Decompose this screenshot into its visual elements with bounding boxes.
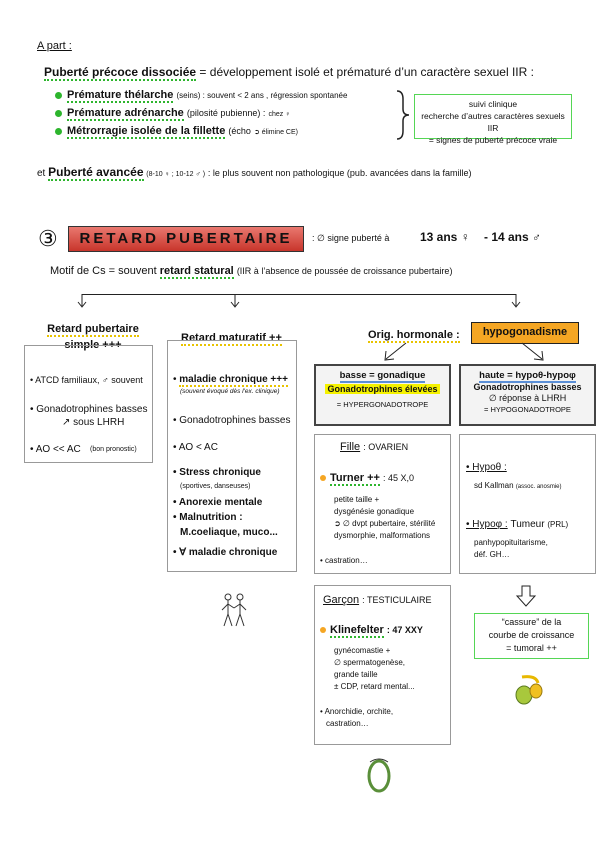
col1-item-3: ↗ sous LHRH: [62, 417, 125, 428]
hypogonadisme-badge: hypogonadisme: [471, 322, 579, 344]
ppd-item-2: [55, 107, 290, 119]
dancers-figure-icon: [218, 592, 250, 630]
pa-title: Puberté avancée: [48, 165, 144, 179]
col1-title-1: Retard pubertaire: [47, 323, 139, 335]
ppd-item-2-rest: (pilosité pubienne) :: [186, 108, 266, 118]
fille-castration: • castration…: [320, 556, 368, 565]
orange-bullet-icon: [320, 475, 326, 481]
basse-gonado: Gonadotrophines élevées: [327, 384, 438, 394]
arrow-down-left-icon: [382, 341, 408, 363]
basse-title: basse = gonadique: [339, 370, 426, 381]
pa-prefix: et: [37, 168, 46, 179]
motif-rest: (IIR à l’absence de poussée de croissance pubertaire): [236, 266, 453, 276]
cassure-box: “cassure” de la courbe de croissance = tumoral ++: [474, 613, 589, 659]
section-desc: : ∅ signe puberté à: [312, 233, 390, 243]
col1-title-2: simple +++: [64, 339, 122, 351]
motif-line: [50, 265, 452, 277]
ppd-box-line-2: recherche d’autres caractères sexuels IIR: [421, 111, 565, 133]
hypophysis-figure-icon: [512, 673, 546, 707]
col2-item-4: • Stress chronique: [173, 467, 261, 478]
col2-item-3: • AO < AC: [173, 442, 218, 453]
hollow-arrow-down-icon: [515, 584, 537, 608]
ppd-item-1-bold: Prémature thélarche: [67, 89, 174, 101]
col2-title: Retard maturatif ++: [181, 332, 282, 344]
haute-lhrh: ∅ réponse à LHRH: [488, 393, 567, 403]
arrow-down-icon: [229, 294, 241, 310]
turner-line: Turner ++ : 45 X,0: [320, 472, 414, 484]
col2-item-1: • maladie chronique +++: [173, 374, 288, 385]
pa-ages: (8-10 ♀ ; 10-12 ♂ ): [146, 171, 206, 178]
brace-icon: [395, 89, 411, 141]
testicle-figure-icon: [362, 754, 396, 794]
kallman: sd Kallman (assoc. anosmie): [474, 481, 562, 490]
hypophi: • Hypoφ : Tumeur (PRL): [466, 519, 569, 530]
section-f-age: 13 ans ♀: [420, 230, 470, 244]
col2-item-5: • Anorexie mentale: [173, 497, 263, 508]
garcon-details: gynécomastie + ∅ spermatogenèse, grande taille ± CDP, retard mental...: [334, 646, 415, 691]
bullet-icon: [55, 110, 62, 117]
basse-hyper: = HYPERGONADOTROPE: [336, 400, 429, 409]
ppd-item-2-bold: Prémature adrénarche: [67, 107, 184, 119]
arrow-down-right-icon: [520, 341, 546, 363]
col2-item-4-note: (sportives, danseuses): [180, 483, 251, 490]
section-title: RETARD PUBERTAIRE: [68, 226, 304, 252]
haute-box: [459, 364, 596, 426]
pa-rest: : le plus souvent non pathologique (pub. avancées dans la famille): [207, 168, 472, 178]
arrow-down-icon: [510, 294, 522, 310]
fille-details: petite taille + dysgénésie gonadique ➲ ∅ dvpt pubertaire, stérilité dysmorphie, malformations: [334, 495, 436, 540]
col1-item-4: • AO << AC: [30, 444, 81, 455]
ppd-item-3-rest: (écho: [228, 126, 251, 136]
fille-head: Fille : OVARIEN: [340, 441, 409, 453]
motif-prefix: Motif de Cs = souvent: [50, 265, 157, 277]
motif-bold: retard statural: [159, 265, 234, 277]
bullet-icon: [55, 128, 62, 135]
hypotheta: • Hypoθ :: [466, 462, 507, 473]
haute-title: haute = hypoθ-hypoφ: [479, 370, 576, 381]
col1-item-2: • Gonadotrophines basses: [30, 404, 148, 415]
klinefelter-line: Klinefelter : 47 XXY: [320, 624, 423, 636]
basse-box: [314, 364, 451, 426]
section-number: ③: [38, 226, 58, 251]
arrow-down-icon: [76, 294, 88, 310]
orange-bullet-icon: [320, 627, 326, 633]
hypophi-details: panhypopituitarisme, déf. GH…: [474, 538, 548, 559]
col2-item-1-note: (souvent évoqué dès l'ex. clinique): [180, 388, 280, 395]
ppd-followup-box: [414, 94, 572, 145]
bullet-icon: [55, 92, 62, 99]
haute-hypo: = HYPOGONADOTROPE: [484, 405, 571, 414]
ppd-item-3-small: ➲ élimine CE): [253, 129, 298, 136]
col2-item-2: • Gonadotrophines basses: [173, 415, 291, 426]
garcon-others: • Anorchidie, orchite, castration…: [320, 707, 394, 728]
ppd-item-2-small: chez ♀: [268, 111, 291, 118]
branch-line: [82, 294, 516, 295]
haute-gonado: Gonadotrophines basses: [473, 382, 582, 392]
ppd-item-1-rest: (seins) : souvent < 2 ans , régression spontanée: [176, 91, 348, 100]
ppd-rest: = développement isolé et prématuré d’un caractère sexuel IIR :: [199, 65, 534, 79]
col2-item-7: M.coeliaque, muco...: [180, 527, 278, 538]
section-m-age: - 14 ans ♂: [484, 230, 542, 244]
ppd-item-3: [55, 125, 298, 137]
apart-label: A part :: [37, 40, 72, 52]
ppd-heading: [44, 65, 534, 79]
ppd-box-line-1: suivi clinique: [468, 99, 518, 109]
ppd-title: Puberté précoce dissociée: [44, 65, 197, 79]
col1-item-5: (bon pronostic): [90, 446, 137, 453]
col3-title: Orig. hormonale :: [368, 329, 460, 341]
col2-item-6: • Malnutrition :: [173, 512, 243, 523]
ppd-item-3-bold: Métrorragie isolée de la fillette: [67, 125, 226, 137]
ppd-box-line-3: = signes de puberté précoce vraie: [428, 135, 558, 145]
ppd-item-1: [55, 89, 347, 101]
pa-line: [37, 165, 472, 179]
col1-item-1: • ATCD familiaux, ♂ souvent: [30, 375, 143, 385]
col2-item-8: • ∀ maladie chronique: [173, 547, 278, 558]
garcon-head: Garçon : TESTICULAIRE: [323, 594, 432, 606]
